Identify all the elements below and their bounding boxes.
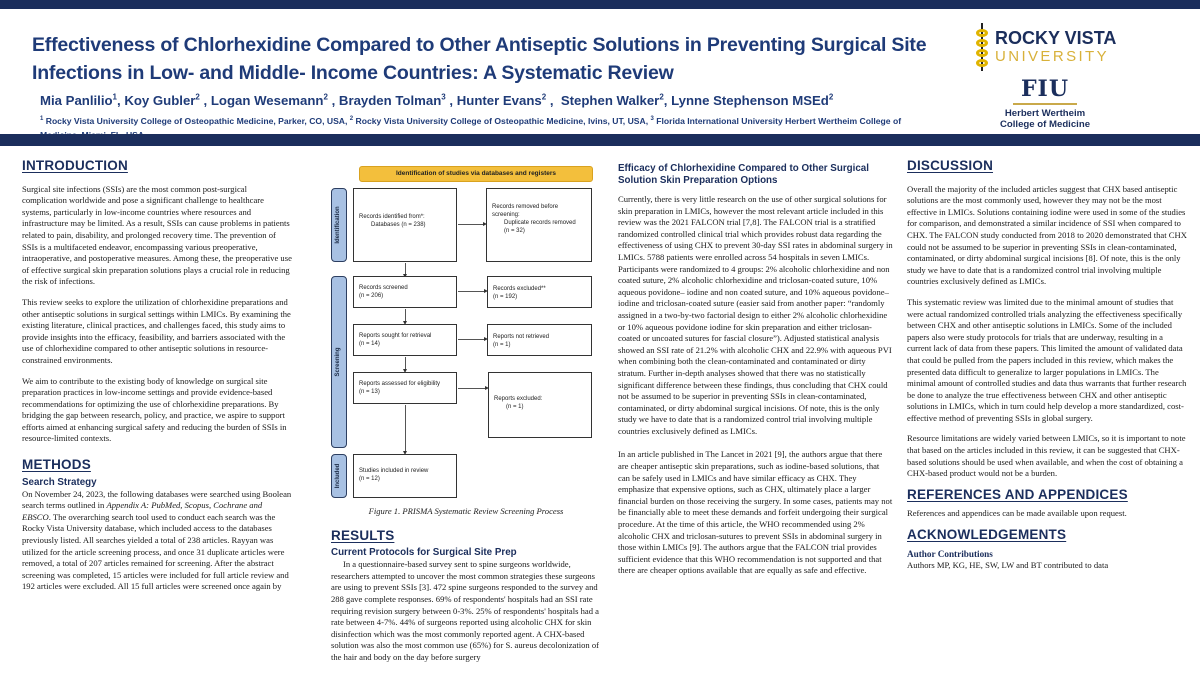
arrow-icon xyxy=(458,339,485,340)
results-paragraph: In a questionnaire-based survey sent to spine surgeons worldwide, researchers attempted to uncover the most common strategies these surgeons are using to prevent SSIs [3]. 472 spine surgeons responded to the survey and 288 gave complete responses. 69% of respondents' hospitals had an SSI rate requiring revision surgery between 0-3%. 25% of respondents' hospitals had a rate between 4-7%. 44% of surgeons reported using alcoholic CHX for skin disinfection which was the most commonly reported agent. A CHX-based solution was also the most common use (65%) for S. aureus decolonization of the hair and body on the day before surgery xyxy=(331,559,600,662)
affiliations: $^1$ Rocky Vista University College of Osteopathic Medicine, Parker, CO, USA, $^2$ Rocky Vista University College of Osteopathic Medicine, Ivins, UT, USA, $^3$ Florida International University Herbert Wertheim College of xyxy=(40,115,902,126)
poster-header xyxy=(0,9,1200,134)
author: Lynne Stephenson MSEd$^2$ xyxy=(671,93,834,109)
institution-logos xyxy=(975,23,1135,141)
box-reports-excluded: Reports excluded: (n = 1) xyxy=(488,372,592,438)
rocky-vista-logo xyxy=(975,23,1135,71)
discussion-paragraph: Overall the majority of the included articles suggest that CHX based antiseptic solutions are the most commonly used, however they may not be the most effective in LMICs. Solutions containing iodine were used in some of the studies for comparison, and demonstrated a similar incidence of SSI when compared to CHX. The FALCON study conducted from 2018 to 2020 demonstrated that CHX could not be assumed to be superior in preventing SSIs in clean-contaminated, contaminated, or dirty abdominal surgical incisions [8]. Of note, this is the only study we have to date that is a randomized control trial involving multiple countries exclusively defined as LMICs. xyxy=(907,183,1187,287)
rvu-logo-line2: UNIVERSITY xyxy=(995,48,1110,65)
arrow-icon xyxy=(458,224,484,225)
efficacy-heading: Efficacy of Chlorhexidine Compared to Other Surgical Solution Skin Preparation Options xyxy=(618,163,869,186)
box-reports-assessed: Reports assessed for eligibility (n = 13) xyxy=(353,372,457,404)
box-reports-sought: Reports sought for retrieval (n = 14) xyxy=(353,324,457,356)
fiu-divider xyxy=(1013,103,1077,105)
intro-paragraph: This review seeks to explore the utilization of chlorhexidine preparations and other antiseptic solutions in surgical settings within LMICs. By examining the existing literature, clinical practices, and challenges faced, this study aims to provide insights into the efficacy, feasibility, and barriers associated with the use of chlorhexidine compared to other antiseptic solutions in resource-constrained environments. xyxy=(22,296,291,365)
search-strategy-heading: Search Strategy xyxy=(22,476,97,488)
box-records-excluded: Records excluded** (n = 192) xyxy=(487,276,592,308)
discussion-heading: DISCUSSION xyxy=(907,158,994,173)
arrow-icon xyxy=(405,405,406,452)
author: Brayden Tolman$^3$ , xyxy=(338,93,457,109)
arrow-icon xyxy=(458,291,485,292)
fiu-wordmark: FIU xyxy=(1020,76,1070,102)
arrow-icon xyxy=(405,357,406,370)
stage-screening: Screening xyxy=(331,276,347,448)
intro-paragraph: We aim to contribute to the existing body of knowledge on surgical site preparation practices in low-income settings and provide evidence-based recommendations for optimizing the use of chlorhexidine preparations. By bridging the gap between research, policy, and practice, we aspire to support efforts aimed at enhancing surgical safety and reducing the burden of SSIs in resource-limited contexts. xyxy=(22,375,287,444)
figure-caption: Figure 1. PRISMA Systematic Review Screening Process xyxy=(368,506,564,516)
methods-paragraph: On November 24, 2023, the following databases were searched using Boolean search terms outlined in Appendix A: PubMed, Scopus, Cochrane and EBSCO. The overarching search tool used to conduct each search was the Rocky Vista University database, which included access to the databases previously listed. All searches yielded a total of 238 articles. Rayyan was utilized for the article screening process, and once 31 duplicate articles were removed, a total of 207 articles remained for screening. After the abstract screening was completed, 15 articles were included for full article review and 192 articles were excluded. All 15 full articles were screened once again by xyxy=(22,488,292,592)
author-contributions-heading: Author Contributions xyxy=(907,548,993,559)
acknowledgements-heading: ACKNOWLEDGEMENTS xyxy=(907,527,1067,543)
results-heading: RESULTS xyxy=(331,527,395,543)
references-heading: REFERENCES AND APPENDICES xyxy=(907,486,1128,502)
stage-included: Included xyxy=(331,454,347,498)
prisma-flow-diagram xyxy=(331,162,601,492)
efficacy-paragraph: Currently, there is very little research on the use of other surgical solutions for skin preparation in LMICs, however the most relevant article included in this review was the 2021 FALCON trial [7,8]. The FALCON trial is a stratified randomized controlled clinical trial which provides robust data regarding the effectiveness of using CHX to prevent 30-day SSI rates in abdominal surgery in LMICs. 5788 patients were enrolled across 54 hospitals in seven LMICs. Participants were randomized to 4 groups: 2% alcoholic chlorhexidine and non coated suture, 2% alcoholic chlorhexidine and triclosan-coated suture, 10% aqueous povidone– iodine and non coated suture, and 10% aqueous povidone–iodine and triclosan-coated suture (easier said from another paper: “randomly assigned in a two-by-two factorial design to either 2% alcoholic chlorhexidine or 10% aqueous povidone iodine for skin preparation and either triclosan-coated or uncoated sutures for fascial closure”). Adjusted statistical analysis showed an SSI rate of 21.2% with alcoholic CHX and 22.9% with aqueous PVI when combining both the clean-contaminated and contaminated or dirty stratum. Further in-depth analyses showed that there was no statistically significant difference between these findings, thus concluding that CHX could not be assumed to be superior in preventing SSIs in clean-contaminated, contaminated, or dirty abdominal surgical incisions. Of note, this is the only study we have to date that is a randomized control trial involving multiple countries exclusively defined as LMICs. xyxy=(618,194,893,436)
author: Stephen Walker$^2$, xyxy=(560,93,672,109)
stage-identification: Identification xyxy=(331,188,347,262)
rvu-logo-line1: ROCKY VISTA xyxy=(995,28,1117,48)
prisma-identification-band: Identification of studies via databases and registers xyxy=(359,166,593,182)
author: Logan Wesemann$^2$ , xyxy=(210,93,339,109)
header-divider-bar xyxy=(0,134,1200,146)
acknowledgements-text: Authors MP, KG, HE, SW, LW and BT contributed to data xyxy=(907,560,1109,571)
author: Mia Panlilio$^1$, xyxy=(40,93,125,109)
arrow-icon xyxy=(458,388,486,389)
column-introduction-methods xyxy=(22,160,292,602)
references-text: References and appendices can be made available upon request. xyxy=(907,508,1127,519)
box-records-screened: Records screened (n = 206) xyxy=(353,276,457,308)
column-discussion xyxy=(907,160,1187,581)
methods-heading: METHODS xyxy=(22,457,91,473)
fiu-college-line2: College of Medicine xyxy=(999,119,1091,130)
intro-paragraph: Surgical site infections (SSIs) are the most common post-surgical complication worldwide and pose a significant challenge to healthcare systems, particularly in low-income countries where resources and infrastructure may be limited. As a result, SSIs can cause problems in patients related to pain, disability, and prolonged recovery time. The prevention of SSIs is a multifaceted endeavor, encompassing various preoperative, intraoperative, and postoperative measures. Among these, the preoperative use of effective surgical skin preparation solutions plays a crucial role in reducing the risk of infections. xyxy=(22,183,292,287)
box-records-identified: Records identified from*: Databases (n = 238) xyxy=(353,188,457,262)
author-list xyxy=(40,93,940,108)
box-reports-not-retrieved: Reports not retrieved (n = 1) xyxy=(487,324,592,356)
fiu-logo xyxy=(975,77,1115,130)
author: Hunter Evans$^2$ , xyxy=(456,93,561,109)
introduction-heading: INTRODUCTION xyxy=(22,158,128,173)
box-studies-included: Studies included in review (n = 12) xyxy=(353,454,457,498)
fiu-college-line1: Herbert Wertheim xyxy=(1004,108,1086,119)
caduceus-icon xyxy=(975,23,989,71)
arrow-icon xyxy=(405,263,406,275)
discussion-paragraph: This systematic review was limited due to the minimal amount of studies that were actual randomized controlled trials analyzing the effectiveness specifically between CHX and other antiseptic solutions in LMICs. Some of the included papers also were study protocols for trials that are underway, resulting in a current lack of data from these papers. This limited the amount of validated data that could be pulled from the papers included in this review, which makes the presented data difficult to generalize to larger populations in LMICs. The minimal amount of controlled studies and data thus warrants that further research be done to analyze the true effectiveness between CHX and other antiseptic solutions in LMICs, which in turn could help develop a more standardized, cost-effective method of preventing SSIs in global surgery. xyxy=(907,296,1187,423)
column-prisma-results xyxy=(331,166,601,673)
top-navy-bar xyxy=(0,0,1200,9)
author: Koy Gubler$^2$ , xyxy=(124,93,211,109)
box-records-removed: Records removed before screening: Duplicate records removed (n = 32) xyxy=(486,188,592,262)
poster-title: Effectiveness of Chlorhexidine Compared to Other Antiseptic Solutions in Preventing Surgical Site Infections in Low- and Middle- Income Countries: A Systematic Review xyxy=(32,34,927,84)
arrow-icon xyxy=(405,309,406,322)
current-protocols-heading: Current Protocols for Surgical Site Prep xyxy=(331,547,517,559)
column-efficacy xyxy=(618,160,893,586)
discussion-paragraph: Resource limitations are widely varied between LMICs, so it is important to note that based on the articles included in this review, it can be suggested that CHX-based solutions should be used when available, and when the cost of obtaining a CHX-based product would not be a burden. xyxy=(907,433,1186,479)
efficacy-paragraph: In an article published in The Lancet in 2021 [9], the authors argue that there are cheaper antiseptic skin preparations, such as iodine-based solutions, that can be safely used in LMICs and have similar efficacy as CHX. They emphasize that expensive options, such as CHX, ultimately place a larger financial burden on those receiving the surgery. In some cases, patients may not be financially able to meet these demands and forfeit undergoing their surgical procedure. At the time of this article, the WHO recommended using 2% alcoholic CHX and triclosan-sutures to prevent SSIs in abdominal surgery in those within LMICs [9]. The authors argue that the FALCON trial provides sufficient evidence that this WHO recommendation is not supported and that there are cheaper options available that are equally as safe and effective. xyxy=(618,449,893,576)
